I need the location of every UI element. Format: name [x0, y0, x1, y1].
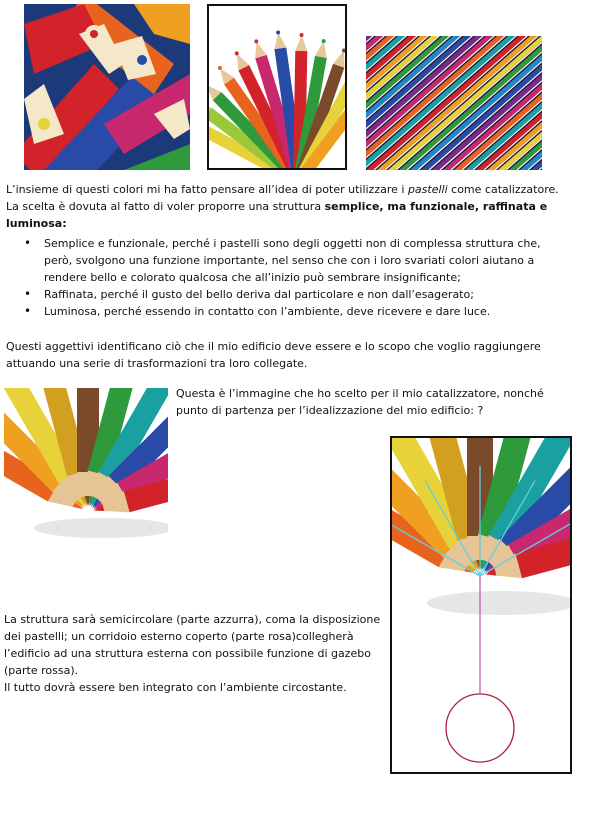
pencil-tip: [276, 30, 280, 34]
intro-text-2: come catalizzatore. La scelta è dovuta al fatto di voler proporre una struttura: [6, 183, 559, 213]
adjectives-list: [24, 235, 564, 320]
structure-paragraph: La struttura sarà semicircolare (parte azzurra), coma la disposizione dei pastelli; un corridoio esterno coperto (parte rosa)collegherà l’edificio ad una struttura esterna con possibile funzione di gazebo (parte rossa).: [4, 613, 381, 677]
pencil-tip: [322, 39, 326, 43]
list-item: • Semplice e funzionale, perché i pastelli sono degli oggetti non di complessa struttura che, però, svolgono una funzione importante, nel senso che con i loro svariati colori aiutano a rendere bello e colorato qualcosa che all’inizio può sembrare insignificante;: [24, 235, 564, 286]
shadow: [427, 591, 570, 615]
diagram-frame: [390, 436, 572, 774]
pencil-wood: [295, 35, 307, 51]
photo-pencil-tips: [24, 4, 190, 170]
pencil-tip: [235, 51, 239, 55]
photo-pencils-diagonal: [366, 36, 542, 170]
pencil-tip: [254, 39, 258, 43]
intro-italic: pastelli: [407, 183, 448, 196]
pencil-wood: [315, 41, 327, 58]
photo-pencils-fan: [207, 4, 347, 170]
paragraph-2: Questi aggettivi identificano ciò che il mio edificio deve essere e lo scopo che voglio raggiungere attuando una serie di trasformazioni tra loro collegate.: [6, 340, 541, 370]
pencil-tip: [300, 33, 304, 37]
intro-bold: semplice, ma funzionale, raffinata e luminosa:: [6, 200, 548, 230]
pencil-wood: [274, 32, 286, 49]
intro-paragraph: [6, 181, 564, 232]
closing-paragraph: Il tutto dovrà essere ben integrato con l’ambiente circostante.: [4, 681, 347, 694]
pencil-tip: [342, 49, 345, 53]
list-item: • Luminosa, perché essendo in contatto con l’ambiente, deve ricevere e dare luce.: [24, 303, 564, 320]
intro-text-1: L’insieme di questi colori mi ha fatto pensare all’idea di poter utilizzare i: [6, 183, 408, 196]
shadow: [34, 518, 168, 538]
photo-pencils-semicircle: [4, 388, 168, 546]
list-item: • Raffinata, perché il gusto del bello deriva dal particolare e non dall’esagerato;: [24, 286, 564, 303]
pencil-tip: [218, 66, 222, 70]
catalyst-paragraph: Questa è l’immagine che ho scelto per il mio catalizzatore, nonché punto di partenza per l’idealizzazione del mio edificio: ?: [176, 387, 544, 417]
